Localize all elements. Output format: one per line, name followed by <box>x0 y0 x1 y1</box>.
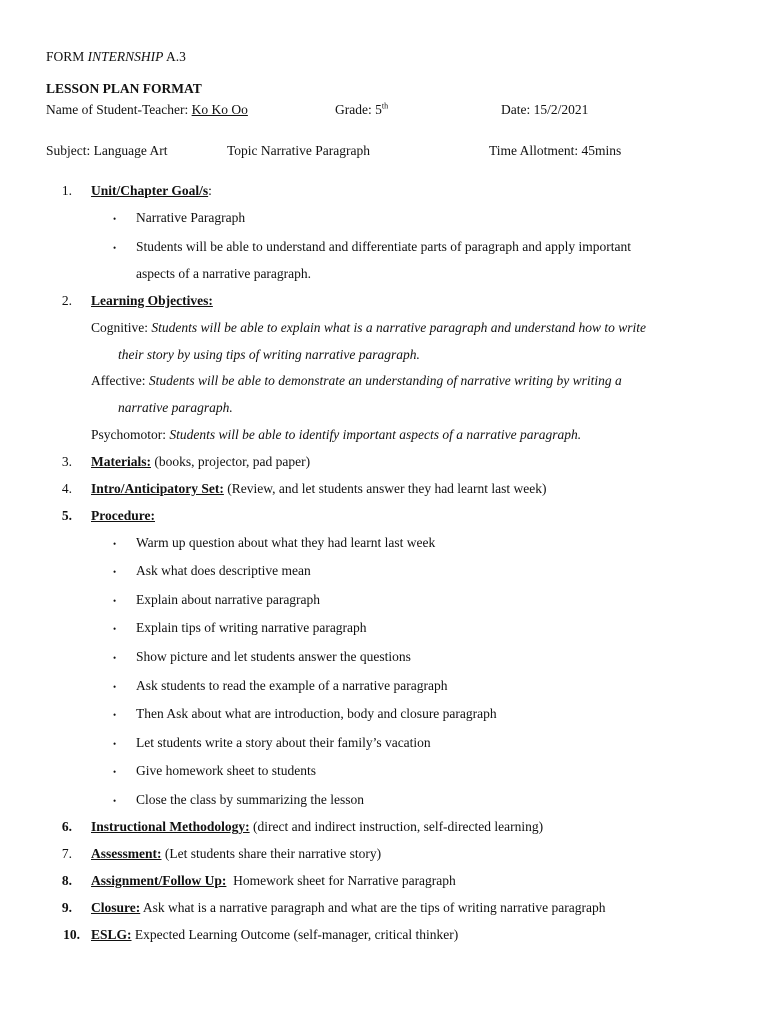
student-teacher-label: Name of Student-Teacher: <box>46 102 192 117</box>
bullet-icon: • <box>113 739 117 749</box>
section-7-number: 7. <box>61 846 72 861</box>
section-9: Closure: Ask what is a narrative paragraph and what are the tips of writing narrative paragraph <box>91 900 606 915</box>
psychomotor-objective: Psychomotor: Students will be able to identify important aspects of a narrative paragraph. <box>91 427 582 442</box>
grade-sup: th <box>381 101 389 111</box>
grade <box>335 102 388 118</box>
section-8: Assignment/Follow Up: Homework sheet for Narrative paragraph <box>91 873 456 888</box>
bullet-icon: • <box>113 624 117 634</box>
section-1-heading: Unit/Chapter Goal/s: <box>91 183 212 198</box>
section-8-title: Assignment/Follow Up: <box>91 873 227 888</box>
section-10-title: ESLG: <box>91 927 132 942</box>
section-6-title: Instructional Methodology: <box>91 819 250 834</box>
section-7-title: Assessment: <box>91 846 162 861</box>
bullet-icon: • <box>113 653 117 663</box>
bullet-icon: • <box>113 243 117 253</box>
affective-objective: Affective: Students will be able to demonstrate an understanding of narrative writing by writing a <box>91 373 622 388</box>
section-2-number: 2. <box>61 293 72 308</box>
procedure-item: Close the class by summarizing the lesson <box>136 792 364 807</box>
topic: Topic Narrative Paragraph <box>227 143 370 158</box>
form-prefix: FORM <box>46 49 88 64</box>
procedure-item: Show picture and let students answer the questions <box>136 649 411 664</box>
section-3: Materials: (books, projector, pad paper) <box>91 454 311 469</box>
bullet-icon: • <box>113 567 117 577</box>
student-teacher <box>46 102 248 118</box>
student-teacher-value: Ko Ko Oo <box>191 102 248 117</box>
procedure-item: Ask students to read the example of a narrative paragraph <box>136 678 448 693</box>
section-4-title: Intro/Anticipatory Set: <box>91 481 224 496</box>
affective-objective-continued: narrative paragraph. <box>118 400 233 415</box>
cognitive-objective-continued: their story by using tips of writing narrative paragraph. <box>118 347 420 362</box>
procedure-item: Explain tips of writing narrative paragraph <box>136 620 367 635</box>
bullet-icon: • <box>113 767 117 777</box>
section-2-title: Learning Objectives: <box>91 293 213 308</box>
section-5-number: 5. <box>61 508 72 523</box>
procedure-item: Give homework sheet to students <box>136 763 316 778</box>
section-9-number: 9. <box>61 900 72 915</box>
section-6: Instructional Methodology: (direct and indirect instruction, self-directed learning) <box>91 819 544 834</box>
section-4: Intro/Anticipatory Set: (Review, and let students answer they had learnt last week) <box>91 481 547 496</box>
section-5-title: Procedure: <box>91 508 155 523</box>
grade-label: Grade: 5 <box>335 102 382 117</box>
goal-item: Students will be able to understand and differentiate parts of paragraph and apply important <box>136 239 631 254</box>
section-9-title: Closure: <box>91 900 141 915</box>
procedure-item: Then Ask about what are introduction, body and closure paragraph <box>136 706 497 721</box>
bullet-icon: • <box>113 596 117 606</box>
goal-item: Narrative Paragraph <box>136 210 246 225</box>
section-4-number: 4. <box>61 481 72 496</box>
goal-item-continued: aspects of a narrative paragraph. <box>136 266 312 281</box>
section-1-title: Unit/Chapter Goal/s <box>91 183 209 198</box>
cognitive-objective: Cognitive: Students will be able to explain what is a narrative paragraph and understand how to write <box>91 320 646 335</box>
bullet-icon: • <box>113 539 117 549</box>
form-title <box>46 49 186 65</box>
section-3-number: 3. <box>61 454 72 469</box>
bullet-icon: • <box>113 710 117 720</box>
section-10: ESLG: Expected Learning Outcome (self-manager, critical thinker) <box>91 927 459 942</box>
procedure-item: Warm up question about what they had learnt last week <box>136 535 436 550</box>
date: Date: 15/2/2021 <box>501 102 589 117</box>
form-suffix: A.3 <box>163 49 186 64</box>
procedure-item: Ask what does descriptive mean <box>136 563 311 578</box>
section-8-number: 8. <box>61 873 72 888</box>
procedure-item: Let students write a story about their family’s vacation <box>136 735 431 750</box>
subject: Subject: Language Art <box>46 143 168 158</box>
section-6-number: 6. <box>61 819 72 834</box>
bullet-icon: • <box>113 682 117 692</box>
section-10-number: 10. <box>63 927 80 942</box>
bullet-icon: • <box>113 214 117 224</box>
procedure-item: Explain about narrative paragraph <box>136 592 321 607</box>
section-3-title: Materials: <box>91 454 151 469</box>
section-1-number: 1. <box>61 183 72 198</box>
section-7: Assessment: (Let students share their narrative story) <box>91 846 382 861</box>
page-title: LESSON PLAN FORMAT <box>46 81 202 96</box>
bullet-icon: • <box>113 796 117 806</box>
time-allotment: Time Allotment: 45mins <box>489 143 622 158</box>
form-italic: INTERNSHIP <box>87 49 164 64</box>
